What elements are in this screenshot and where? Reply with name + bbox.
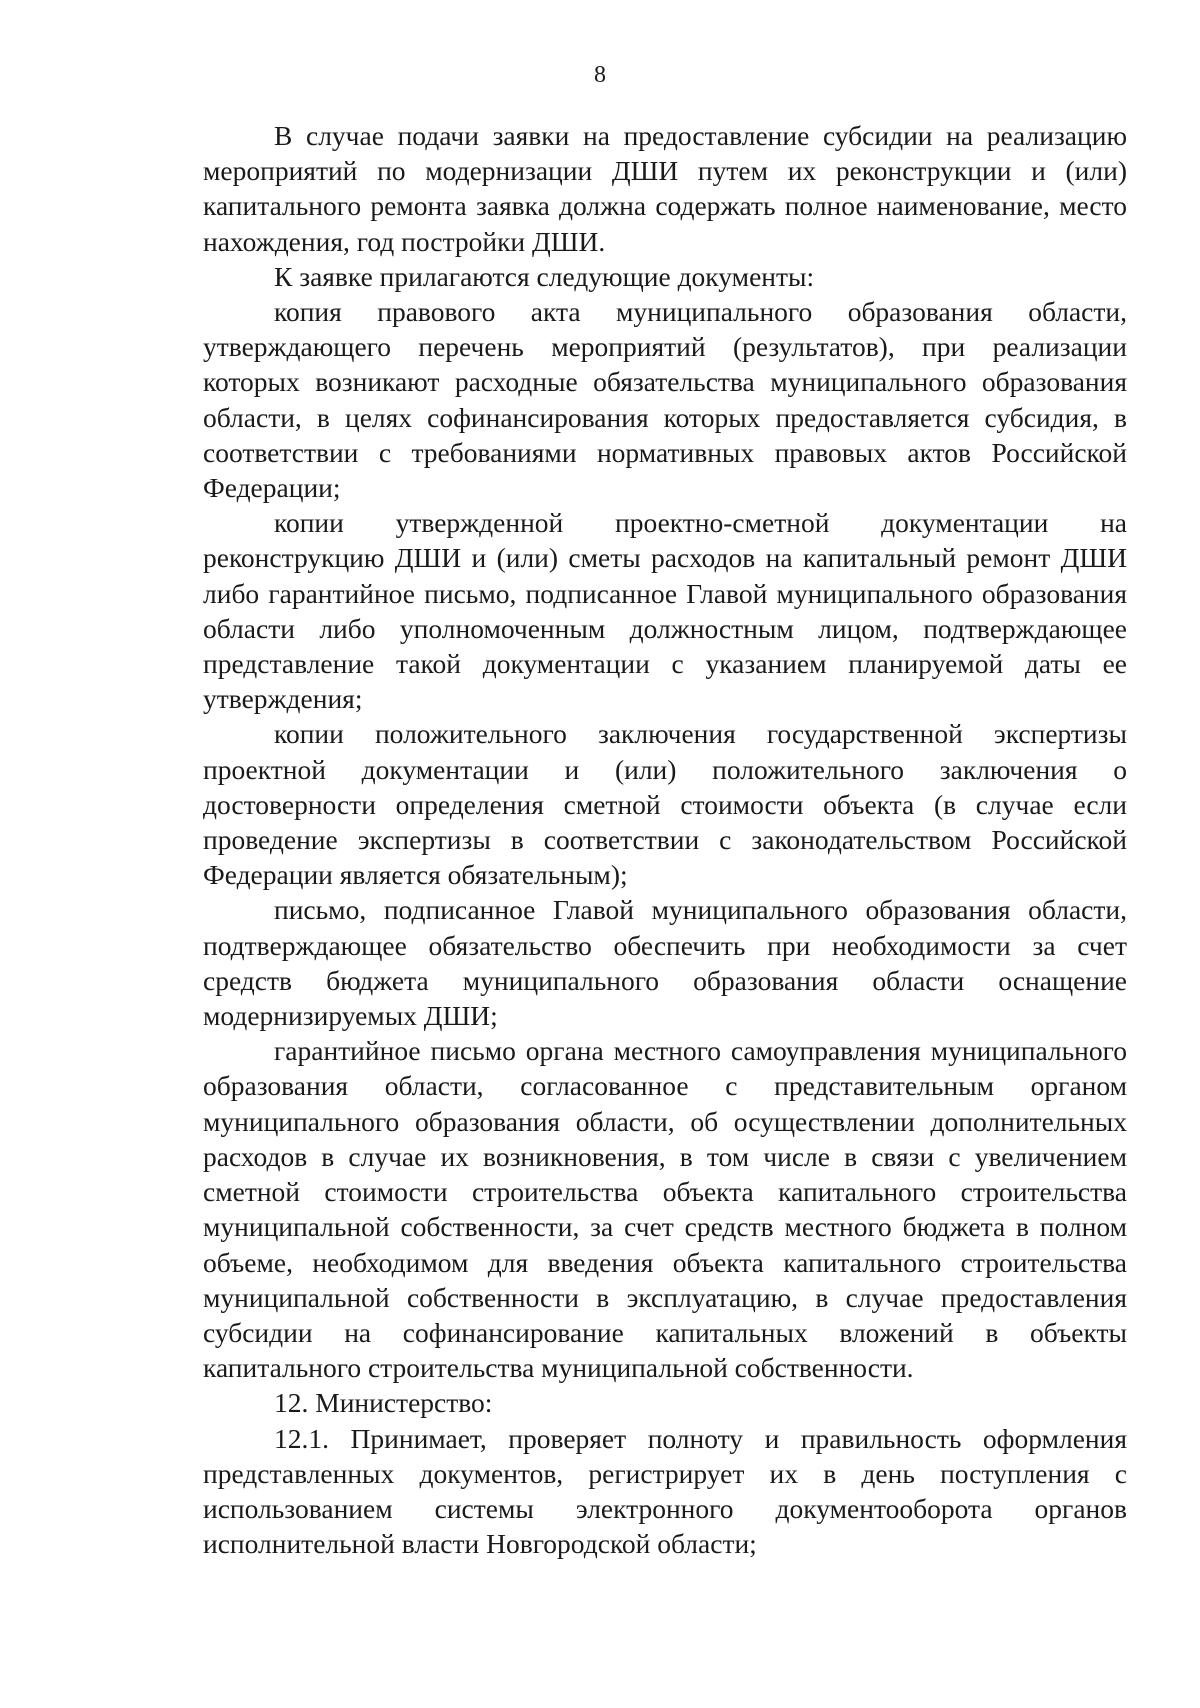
paragraph-design-estimate-copy: копии утвержденной проектно-сметной документации на реконструкцию ДШИ и (или) сметы расходов на капитальный ремонт ДШИ либо гарантийное письмо, подписанное Главой муниципального образования области либо уполномоченным должностным лицом, подтверждающее представление такой документации с указанием планируемой даты ее утверждения;: [203, 507, 1127, 715]
paragraph-ministry-heading: 12. Министерство:: [274, 1387, 493, 1419]
paragraph-expertise-conclusion-copy: копии положительного заключения государственной экспертизы проектной документации и (или) положительного заключения о достоверности определения сметной стоимости объекта (в случае если проведение экспертизы в соответствии с законодательством Российской Федерации является обязательным);: [203, 718, 1127, 891]
paragraph-ministry-item-12-1: 12.1. Принимает, проверяет полноту и правильность оформления представленных документов, регистрирует их в день поступления с использованием системы электронного документооборота органов исполнительной власти Новгородской области;: [203, 1422, 1127, 1560]
document-body: [203, 118, 1127, 1561]
paragraph-application-content: В случае подачи заявки на предоставление субсидии на реализацию мероприятий по модернизации ДШИ путем их реконструкции и (или) капитального ремонта заявка должна содержать полное наименование, место нахождения, год постройки ДШИ.: [203, 120, 1127, 257]
paragraph-guarantee-letter: гарантийное письмо органа местного самоуправления муниципального образования области, согласованное с представительным органом муниципального образования области, об осуществлении дополнительных расходов в случае их возникновения, в том числе в связи с увеличением сметной стоимости строительства объекта капитального строительства муниципальной собственности, за счет средств местного бюджета в полном объеме, необходимом для введения объекта капитального строительства муниципальной собственности в эксплуатацию, в случае предоставления субсидии на софинансирование капитальных вложений в объекты капитального строительства муниципальной собственности.: [203, 1035, 1127, 1384]
paragraph-head-letter: письмо, подписанное Главой муниципального образования области, подтверждающее обязательство обеспечить при необходимости за счет средств бюджета муниципального образования области оснащение модернизируемых ДШИ;: [203, 894, 1127, 1032]
paragraph-legal-act-copy: копия правового акта муниципального образования области, утверждающего перечень мероприятий (результатов), при реализации которых возникают расходные обязательства муниципального образования области, в целях софинансирования которых предоставляется субсидия, в соответствии с требованиями нормативных правовых актов Российской Федерации;: [203, 296, 1127, 504]
page-number: 8: [594, 62, 606, 88]
paragraph-attached-documents-intro: К заявке прилагаются следующие документы:: [274, 260, 815, 292]
